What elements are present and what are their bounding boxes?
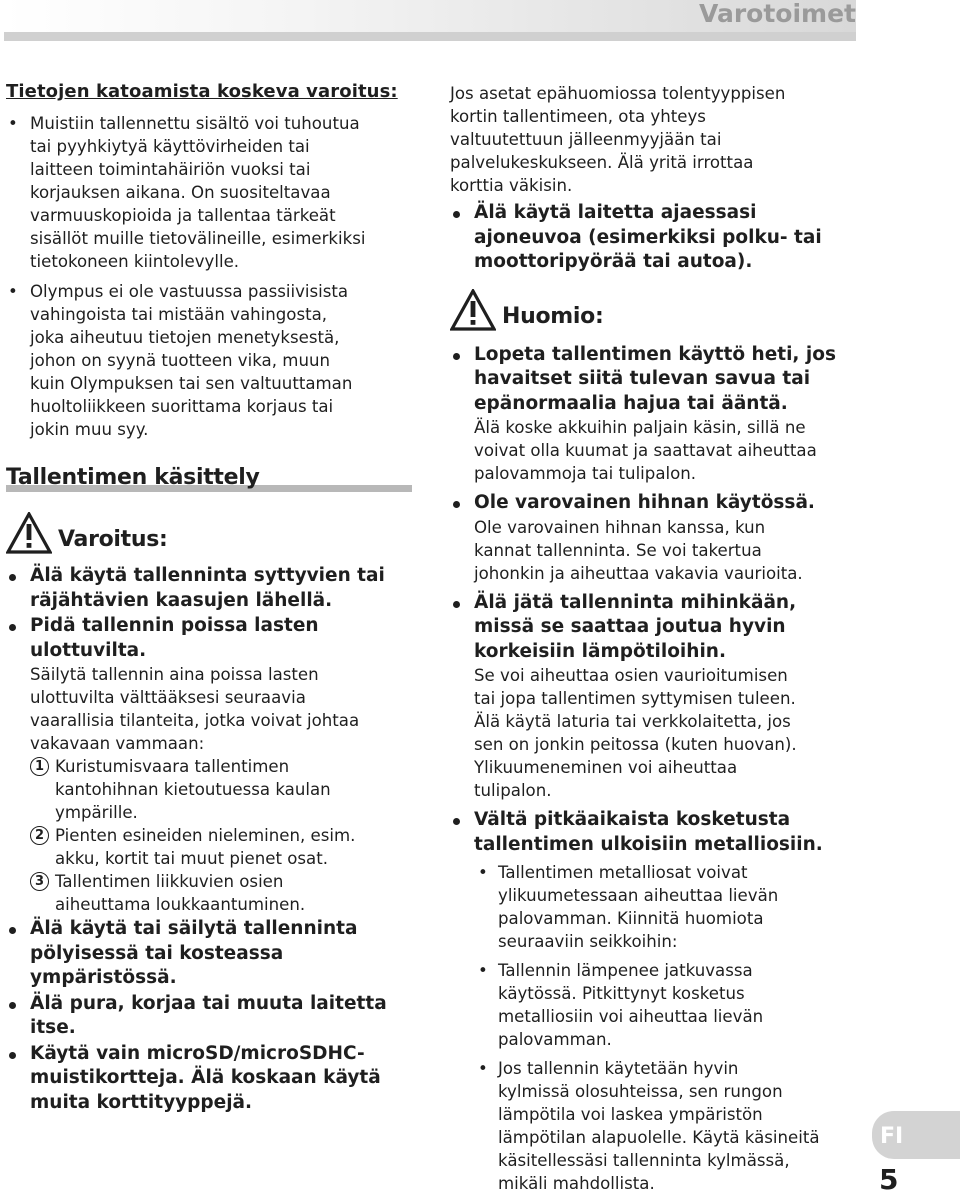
text-line: tulipalon. bbox=[474, 781, 552, 800]
text-line: vaarallisia tilanteita, jotka voivat johtaa bbox=[30, 711, 360, 730]
caution-item bbox=[450, 808, 865, 1195]
text-line: • Muistiin tallennettu sisältö voi tuhoutua bbox=[30, 114, 360, 133]
numbered-item-text bbox=[55, 870, 305, 916]
text-line: akku, kortit tai muut pienet osat. bbox=[55, 849, 328, 868]
handling-heading: Tallentimen käsittely bbox=[6, 465, 260, 490]
text-line: tietokoneen kiintolevylle. bbox=[30, 252, 240, 271]
warning-item-body bbox=[30, 663, 416, 755]
language-label: FI bbox=[880, 1124, 904, 1149]
text-line: kantohihnan kietoutuessa kaulan bbox=[55, 780, 331, 799]
text-line: laitteen toimintahäiriön vuoksi tai bbox=[30, 160, 311, 179]
data-loss-item bbox=[6, 112, 416, 273]
text-line: tallentimen ulkoisiin metalliosiin. bbox=[474, 833, 823, 855]
text-line: mikäli mahdollista. bbox=[498, 1174, 655, 1193]
text-line: Kuristumisvaara tallentimen bbox=[55, 757, 290, 776]
warning-item bbox=[6, 614, 416, 916]
caution-item-body bbox=[474, 664, 865, 802]
caution-item bbox=[450, 343, 865, 486]
text-line: missä se saattaa joutua hyvin bbox=[474, 616, 786, 637]
numbered-item-text bbox=[55, 824, 355, 870]
text-line: seuraaviin seikkoihin: bbox=[498, 932, 678, 951]
data-loss-title: Tietojen katoamista koskeva varoitus: bbox=[6, 81, 398, 102]
text-line: Käytä vain microSD/microSDHC- bbox=[30, 1042, 365, 1064]
text-line: aiheuttama loukkaantuminen. bbox=[55, 895, 306, 914]
numbered-item bbox=[30, 870, 416, 916]
text-line: Pidä tallennin poissa lasten bbox=[30, 615, 319, 636]
text-line: Älä käytä tallenninta syttyvien tai bbox=[30, 565, 385, 586]
numbered-list bbox=[30, 755, 416, 916]
text-line: metalliosiin voi aiheuttaa lievän bbox=[498, 1007, 764, 1026]
warning-item bbox=[6, 917, 416, 991]
text-line: varmuuskopioida ja tallentaa tärkeät bbox=[30, 206, 336, 225]
driving-list bbox=[450, 201, 865, 275]
text-line: johon on syynä tuotteen vika, muun bbox=[30, 351, 330, 370]
text-line: havaitset siitä tulevan savua tai bbox=[474, 368, 811, 389]
caution-triangle-icon bbox=[450, 289, 496, 331]
caution-item-body bbox=[474, 416, 865, 485]
text-line: ylikuumetessaan aiheuttaa lievän bbox=[498, 886, 779, 905]
warning-item bbox=[450, 201, 865, 275]
text-line: muita korttityyppejä. bbox=[30, 1091, 253, 1113]
text-line: korkeisiin lämpötiloihin. bbox=[474, 640, 726, 662]
text-line: jokin muu syy. bbox=[30, 420, 149, 439]
text-line: Älä jätä tallenninta mihinkään, bbox=[474, 591, 797, 613]
caution-item-body bbox=[474, 516, 865, 585]
caution-label: Huomio: bbox=[502, 303, 604, 329]
text-line: • Tallennin lämpenee jatkuvassa bbox=[498, 961, 753, 980]
text-line: moottoripyörää tai autoa). bbox=[474, 251, 753, 272]
text-line: Vältä pitkäaikaista kosketusta bbox=[474, 809, 791, 830]
numbered-item bbox=[30, 755, 416, 824]
data-loss-item bbox=[6, 280, 416, 441]
warning-triangle-icon bbox=[6, 512, 52, 554]
text-line: kortin tallentimeen, ota yhteys bbox=[450, 107, 706, 126]
text-line: • Jos tallennin käytetään hyvin bbox=[498, 1059, 739, 1078]
text-line: ulottuvilta välttääksesi seuraavia bbox=[30, 688, 306, 707]
text-line: valtuutettuun jälleenmyyjään tai bbox=[450, 130, 722, 149]
text-line: Ole varovainen hihnan käytössä. bbox=[474, 492, 815, 513]
text-line: korttia väkisin. bbox=[450, 176, 573, 195]
sub-list-item bbox=[474, 1057, 865, 1195]
warning-list bbox=[6, 564, 416, 1115]
text-line: Jos asetat epähuomiossa tolentyyppisen bbox=[450, 84, 786, 103]
text-line: • Tallentimen metalliosat voivat bbox=[498, 863, 748, 882]
right-column bbox=[450, 82, 865, 1201]
text-line: sisällöt muille tietovälineille, esimerkiksi bbox=[30, 229, 366, 248]
text-line: ympärille. bbox=[55, 803, 138, 822]
text-line: tai jopa tallentimen syttymisen tuleen. bbox=[474, 689, 796, 708]
metal-parts-sublist bbox=[474, 861, 865, 1195]
warning-header bbox=[6, 512, 416, 554]
text-line: käytössä. Pitkittynyt kosketus bbox=[498, 984, 745, 1003]
warning-label: Varoitus: bbox=[58, 527, 168, 552]
text-line: joka aiheutuu tietojen menetyksestä, bbox=[30, 328, 340, 347]
page-number: 5 bbox=[879, 1163, 899, 1196]
text-line: Lopeta tallentimen käyttö heti, jos bbox=[474, 343, 836, 365]
text-line: ympäristössä. bbox=[30, 967, 177, 988]
text-line: kylmissä olosuhteissa, sen rungon bbox=[498, 1082, 783, 1101]
text-line: Älä pura, korjaa tai muuta laitetta bbox=[30, 992, 387, 1014]
number-circle: 1 bbox=[30, 757, 49, 776]
text-line: johonkin ja aiheuttaa vakavia vaurioita. bbox=[474, 563, 803, 583]
caution-header bbox=[450, 289, 865, 331]
left-column bbox=[6, 80, 416, 1116]
sub-list-item bbox=[474, 861, 865, 953]
text-line: Säilytä tallennin aina poissa lasten bbox=[30, 665, 319, 684]
numbered-item bbox=[30, 824, 416, 870]
warning-item bbox=[6, 992, 416, 1041]
text-line: • Olympus ei ole vastuussa passiivisista bbox=[30, 282, 349, 301]
text-line: palvelukeskukseen. Älä yritä irrottaa bbox=[450, 153, 754, 172]
data-loss-list bbox=[6, 112, 416, 441]
text-line: käsitellessäsi tallenninta kylmässä, bbox=[498, 1151, 790, 1170]
text-line: räjähtävien kaasujen lähellä. bbox=[30, 589, 333, 611]
text-line: Älä käytä laturia tai verkkolaitetta, jos bbox=[474, 712, 791, 731]
text-line: lämpötila voi laskea ympäristön bbox=[498, 1105, 763, 1124]
text-line: palovammoja tai tulipalon. bbox=[474, 464, 697, 483]
text-line: Tallentimen liikkuvien osien bbox=[55, 872, 284, 891]
text-line: muistikortteja. Älä koskaan käytä bbox=[30, 1067, 381, 1088]
text-line: sen on jonkin peitossa (kuten huovan). bbox=[474, 735, 797, 754]
text-line: Ylikuumeneminen voi aiheuttaa bbox=[474, 758, 738, 777]
number-circle: 2 bbox=[30, 826, 49, 845]
text-line: Älä käytä tai säilytä tallenninta bbox=[30, 918, 358, 939]
text-line: Älä koske akkuihin paljain käsin, sillä ne bbox=[474, 418, 806, 437]
caution-item bbox=[450, 491, 865, 585]
warning-item bbox=[6, 1042, 416, 1116]
text-line: vahingoista tai mistään vahingosta, bbox=[30, 305, 328, 324]
text-line: Älä käytä laitetta ajaessasi bbox=[474, 202, 757, 223]
text-line: palovamman. Kiinnitä huomiota bbox=[498, 909, 764, 928]
sub-list-item bbox=[474, 959, 865, 1051]
text-line: ajoneuvoa (esimerkiksi polku- tai bbox=[474, 226, 822, 248]
caution-list bbox=[450, 343, 865, 1196]
handling-heading-wrap bbox=[6, 448, 416, 492]
text-line: huoltoliikkeen suorittama korjaus tai bbox=[30, 397, 334, 416]
text-line: pölyisessä tai kosteassa bbox=[30, 942, 284, 964]
warning-item bbox=[6, 564, 416, 613]
text-line: vakavaan vammaan: bbox=[30, 734, 205, 753]
card-intro-text bbox=[450, 82, 865, 197]
text-line: itse. bbox=[30, 1017, 76, 1038]
text-line: lämpötilan alapuolelle. Käytä käsineitä bbox=[498, 1128, 820, 1147]
text-line: ulottuvilta. bbox=[30, 639, 147, 661]
text-line: voivat olla kuumat ja saattavat aiheuttaa bbox=[474, 441, 817, 460]
numbered-item-text bbox=[55, 755, 331, 824]
text-line: kannat tallenninta. Se voi takertua bbox=[474, 540, 762, 560]
page-title: Varotoimet bbox=[698, 0, 856, 28]
text-line: Se voi aiheuttaa osien vaurioitumisen bbox=[474, 666, 788, 685]
text-line: kuin Olympuksen tai sen valtuuttaman bbox=[30, 374, 353, 393]
number-circle: 3 bbox=[30, 872, 49, 891]
caution-item bbox=[450, 591, 865, 803]
text-line: epänormaalia hajua tai ääntä. bbox=[474, 392, 788, 414]
text-line: tai pyyhkiytyä käyttövirheiden tai bbox=[30, 137, 310, 156]
text-line: Pienten esineiden nieleminen, esim. bbox=[55, 826, 356, 845]
text-line: palovamman. bbox=[498, 1030, 612, 1049]
text-line: korjauksen aikana. On suositeltavaa bbox=[30, 183, 331, 202]
text-line: Ole varovainen hihnan kanssa, kun bbox=[474, 517, 766, 537]
